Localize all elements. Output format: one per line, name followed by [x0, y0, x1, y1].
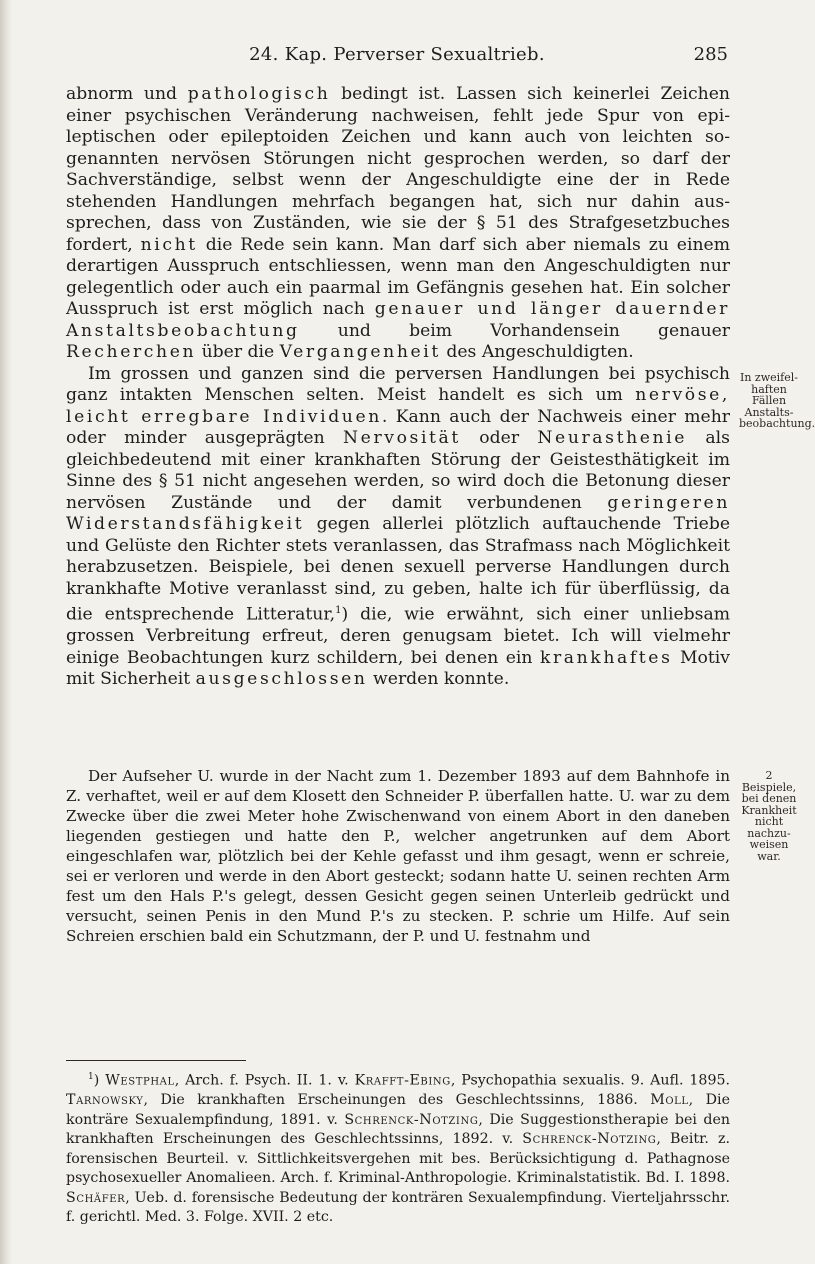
emphasis: Nervosität — [343, 428, 461, 448]
emphasis: nervöse, leicht erregbare Individuen — [66, 385, 730, 427]
text-run: Motiv mit Sicherheit — [66, 647, 730, 690]
footnote-ref: 1 — [335, 605, 342, 616]
text-run: , Arch. f. Psych. II. 1. v. — [174, 1072, 355, 1089]
chapter-title: 24. Kap. Perverser Sexualtrieb. — [249, 44, 545, 65]
author: Schrenck-Notzing — [522, 1131, 657, 1148]
text-run: Im grossen und ganzen sind die perversen Handlungen bei psychisch ganz intakten Menschen selten. Meist handelt es sich um — [66, 363, 730, 405]
author: Schrenck-Notzing — [344, 1111, 479, 1128]
author: Tarnowsky — [66, 1092, 144, 1109]
emphasis: genauer und länger dauernder Anstaltsbeobachtung — [66, 299, 730, 341]
text-run: werden konnte. — [367, 669, 510, 690]
text-run: oder — [460, 428, 538, 448]
author: Westphal — [105, 1072, 175, 1089]
emphasis: krankhaftes — [539, 647, 673, 668]
main-text — [66, 84, 730, 691]
footnote-text: $^1$) Westphal, Arch. f. Psych. II. 1. v. Krafft-Ebing, Psychopathia sexualis. 9. Aufl. 1895. Tarnowsky, Die krankhaften Erscheinungen des Geschlechtssinns, 1886. Moll, Die konträre Sexualempfindung, 1891. v. Schrenck-Notzing, Die Suggestionstherapie bei den krankhaften Erscheinungen des Geschlechtssinns, 1892. v. Schrenck-Notzing, Beitr. z. forensischen Beurteil. v. Sittlichkeitsvergehen mit bes. Berücksichtigung d. Pathagnose psychosexueller Anomalieen. Arch. f. Kriminal-Anthropologie. Kriminalstatistik. Bd. I. 1898. Schäfer, Ueb. d. forensische Bedeutung der konträren Sexualempfindung. Vierteljahrsschr. f. gerichtl. Med. 3. Folge. XVII. 2 etc. — [66, 1072, 731, 1226]
text-run: , Psychopathia sexualis. 9. Aufl. 1895. — [450, 1072, 731, 1089]
text-run: , Ueb. d. forensische Bedeutung der konträren Sexualempfindung. Vierteljahrsschr. f. gerichtl. Med. 3. Folge. XVII. 2 etc. — [66, 1189, 730, 1226]
footnote-rule — [66, 1060, 246, 1061]
text-run: . Kann auch der Nachweis einer mehr oder minder ausgeprägten — [66, 406, 730, 448]
margin-note: 2 Beispiele, bei denen Krankheit nicht nachzuweisen war. — [741, 769, 797, 863]
running-header — [66, 44, 728, 70]
text-run: als gleichbedeutend mit einer krankhaften Störung der Geistesthätigkeit im Sinne des § 51 nicht angesehen werden, so wird doch die Betonung dieser nervösen Zustände und der damit verbundenen — [66, 428, 730, 513]
text-run: , Beitr. z. forensischen Beurteil. v. Sittlichkeitsvergehen mit bes. Berücksichtigung d. Pathagnose psychosexueller Anomalieen. Arch. f. Kriminal-Anthropologie. Kriminalstatistik. Bd. I. 1898. — [66, 1131, 730, 1187]
emphasis: geringeren Widerstandsfähigkeit — [66, 492, 730, 534]
emphasis: ausgeschlossen — [195, 669, 368, 690]
footnote-marker: 1 — [88, 1072, 94, 1082]
author: Krafft-Ebing — [354, 1072, 451, 1089]
page-number: 285 — [693, 44, 728, 65]
emphasis: Recherchen — [66, 342, 197, 362]
author: Moll — [650, 1092, 689, 1109]
emphasis: pathologisch — [187, 84, 331, 104]
author: Schäfer — [66, 1189, 126, 1206]
book-binding-shadow — [0, 0, 12, 1264]
text-run: gegen allerlei plötzlich auftauchende Triebe und Gelüste den Richter stets veranlassen, das Strafmass nach Möglichkeit herabzusetzen. Beispiele, bei denen sexuell perverse Handlungen durch krankhafte Motive veranlasst sind, zu geben, halte ich für überflüssig, da die entsprechende Litteratur, — [66, 514, 730, 625]
margin-note: In zweifelhaften Fällen Anstaltsbeobachtung. — [739, 371, 815, 430]
case-text: Der Aufseher U. wurde in der Nacht zum 1. Dezember 1893 auf dem Bahnhofe in Z. verhaftet, weil er auf dem Klosett den Schneider P. überfallen hatte. U. war zu dem Zwecke über die zwei Meter hohe Zwischenwand von einem Abort in den daneben liegenden gestiegen und hatte den P., welcher angetrunken auf dem Abort eingeschlafen war, plötzlich bei der Kehle gefasst und ihm gesagt, wenn er schreie, sei er verloren und werde in den Abort gesteckt; sodann hatte U. seinen rechten Arm fest um den Hals P.'s gelegt, dessen Gesicht gegen seinen Unterleib gedrückt und versucht, seinen Penis in den Mund P.'s zu stecken. P. schrie um Hilfe. Auf sein Schreien erschien bald ein Schutzmann, der P. und U. festnahm und — [66, 767, 730, 945]
case-report — [66, 766, 730, 946]
text-run: und beim Vorhandensein genauer — [299, 320, 730, 341]
emphasis: nicht — [140, 234, 198, 255]
text-run: abnorm und — [66, 84, 188, 104]
text-run: ) die, wie erwähnt, sich einer unliebsam grossen Verbreitung erfreut, deren genugsam bietet. Ich will vielmehr einige Beobachtungen kurz schildern, bei denen ein — [66, 604, 730, 668]
text-run: bedingt ist. Lassen sich keinerlei Zeichen einer psychischen Veränderung nachweisen, fehlt jede Spur von epileptischen oder epileptoiden Zeichen und kann auch von leichten sogenannten nervösen Störungen nicht gesprochen werden, so darf der Sachverständige, selbst wenn der Angeschuldigte eine der in Rede stehenden Handlungen mehrfach begangen hat, sich nur dahin aussprechen, dass von Zuständen, wie sie der § 51 des Strafgesetzbuches fordert, — [66, 84, 730, 255]
emphasis: Neurasthenie — [537, 428, 688, 448]
text-run: des Angeschuldigten. — [440, 342, 634, 362]
text-run: , Die krankhaften Erscheinungen des Geschlechtssinns, 1886. — [143, 1092, 651, 1109]
text-run: , Die Suggestionstherapie bei den krankhaften Erscheinungen des Geschlechtssinns, 1892. v. — [66, 1111, 730, 1148]
emphasis: Vergangenheit — [279, 342, 441, 362]
paragraph — [66, 364, 730, 691]
text-run: , Die konträre Sexualempfindung, 1891. v. — [66, 1092, 730, 1128]
text-run: die Rede sein kann. Man darf sich aber niemals zu einem derartigen Ausspruch entschliessen, wenn man den Angeschuldigten nur gelegentlich oder auch ein paarmal im Gefängnis gesehen hat. Ein solcher Ausspruch ist erst möglich nach — [66, 234, 730, 319]
paragraph — [66, 84, 730, 364]
footnote — [66, 1068, 730, 1228]
text-run: über die — [196, 342, 280, 362]
